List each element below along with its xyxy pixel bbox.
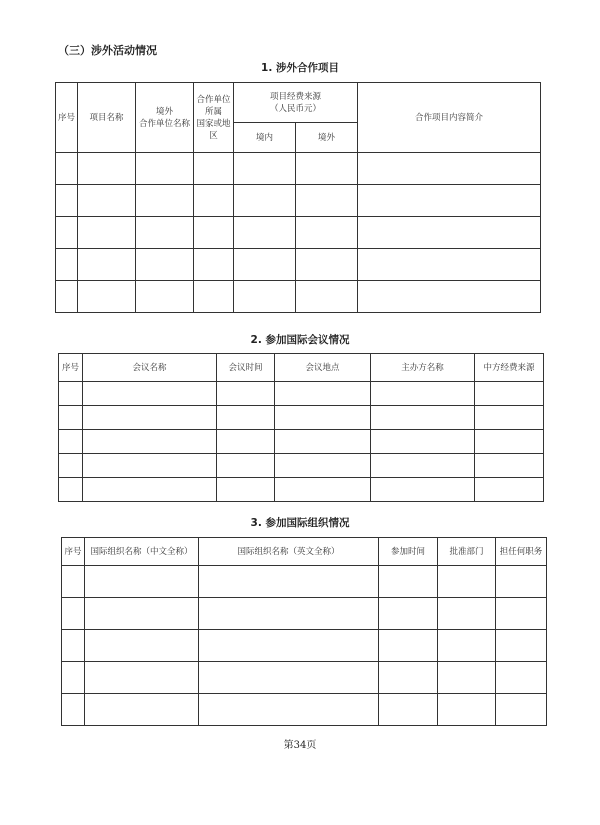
header-country [194,83,234,153]
header-partner [136,83,194,153]
header-overseas: 境外 [296,123,358,153]
table-row [62,598,547,630]
header-funding-line1: 项目经费来源 [270,91,322,102]
table3-title: 3. 参加国际组织情况 [250,517,350,529]
header-country-line4: 区 [209,130,218,141]
page-number: 第34页 [283,740,317,751]
header-conference-place: 会议地点 [275,354,371,382]
foreign-cooperation-table [55,82,541,313]
table-row [62,630,547,662]
header-seq: 序号 [59,354,83,382]
table-row [56,185,541,217]
table-row [62,694,547,726]
header-approver: 批准部门 [438,538,496,566]
header-conference-time: 会议时间 [217,354,275,382]
header-domestic: 境内 [234,123,296,153]
section-heading: （三）涉外活动情况 [58,44,157,57]
header-partner-line1: 境外 [155,106,173,117]
header-position: 担任何职务 [496,538,547,566]
table-row [56,281,541,313]
header-org-name-cn: 国际组织名称（中文全称） [85,538,199,566]
header-country-line1: 合作单位 [196,94,231,105]
header-org-name-en: 国际组织名称（英文全称） [199,538,379,566]
table-row [59,430,544,454]
header-funding-source: 中方经费来源 [475,354,544,382]
table-row [59,454,544,478]
header-join-time: 参加时间 [379,538,438,566]
table-row [59,382,544,406]
header-summary: 合作项目内容简介 [358,83,541,153]
header-funding [234,83,358,123]
header-organizer: 主办方名称 [371,354,475,382]
header-partner-line2: 合作单位名称 [138,118,190,129]
header-conference-name: 会议名称 [83,354,217,382]
table-row [62,566,547,598]
header-funding-line2: （人民币元） [270,103,322,114]
international-conference-table [58,353,544,502]
header-seq: 序号 [56,83,78,153]
table-row [56,217,541,249]
header-country-line2: 所属 [204,106,222,117]
table2-title: 2. 参加国际会议情况 [250,334,350,346]
international-organization-table [61,537,547,726]
table-row [62,662,547,694]
header-country-line3: 国家或地 [196,118,231,129]
table-row [59,478,544,502]
table-row [56,153,541,185]
header-seq: 序号 [62,538,85,566]
table-row [56,249,541,281]
table-row [59,406,544,430]
table1-title: 1. 涉外合作项目 [261,62,339,74]
header-project-name: 项目名称 [78,83,136,153]
